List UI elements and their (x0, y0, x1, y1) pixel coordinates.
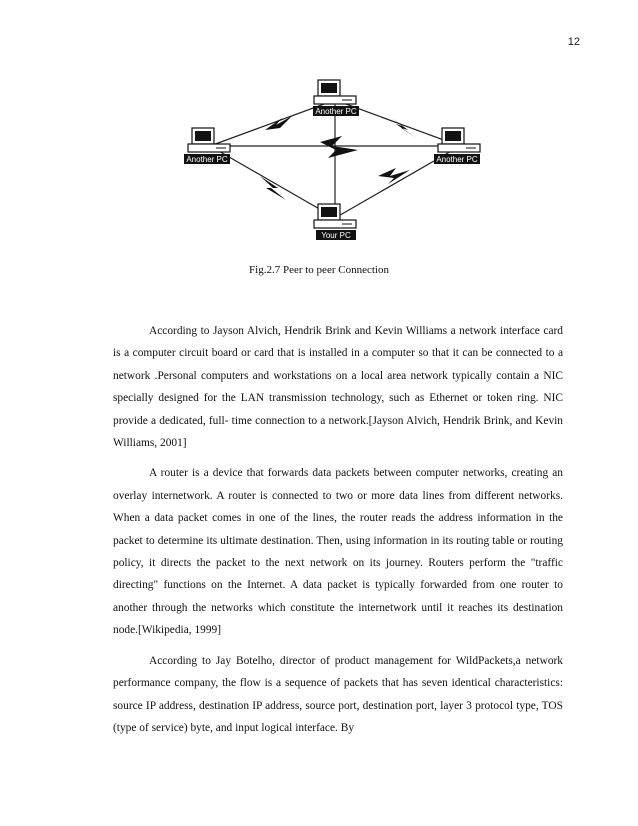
node-label-bottom: Your PC (321, 231, 351, 240)
lightning-icon (265, 116, 292, 134)
node-label-top: Another PC (315, 107, 357, 116)
node-label-left: Another PC (186, 155, 228, 164)
node-label-right: Another PC (436, 155, 478, 164)
body-text (113, 320, 563, 739)
lightning-icon (378, 168, 410, 184)
paragraph: A router is a device that forwards data packets between computer networks, creating an overlay internetwork. A router is connected to two or more data lines from different networks. When a data packet comes in one of the lines, the router reads the address information in the packet to determine its ultimate destination. Then, using information in its routing table or routing policy, it directs the packet to the next network on its journey. Routers perform the "traffic directing" functions on the Internet. A data packet is typically forwarded from one router to another through the networks which constitute the internetwork until it reaches its destination node.[Wikipedia, 1999] (113, 467, 563, 637)
paragraph: According to Jayson Alvich, Hendrik Brink and Kevin Williams a network interface card is a computer circuit board or card that is installed in a computer so that it can be connected to a network .Personal computers and workstations on a local area network typically contain a NIC specially designed for the LAN transmission technology, such as Ethernet or token ring. NIC provide a dedicated, full- time connection to a network.[Jayson Alvich, Hendrik Brink, and Kevin Williams, 2001] (113, 325, 563, 450)
pc-right-icon (438, 128, 480, 152)
page-number: 12 (567, 36, 580, 48)
pc-top-icon (314, 80, 356, 104)
lightning-icon (320, 136, 358, 158)
pc-left-icon (188, 128, 230, 152)
paragraph: According to Jay Botelho, director of product management for WildPackets,a network performance company, the flow is a sequence of packets that has seven identical characteristics: source IP address, destination IP address, source port, destination port, layer 3 protocol type, TOS (type of service) byte, and input logical interface. By (113, 654, 563, 734)
figure-caption: Fig.2.7 Peer to peer Connection (249, 264, 389, 276)
pc-bottom-icon (314, 204, 356, 228)
peer-to-peer-figure (170, 78, 500, 250)
